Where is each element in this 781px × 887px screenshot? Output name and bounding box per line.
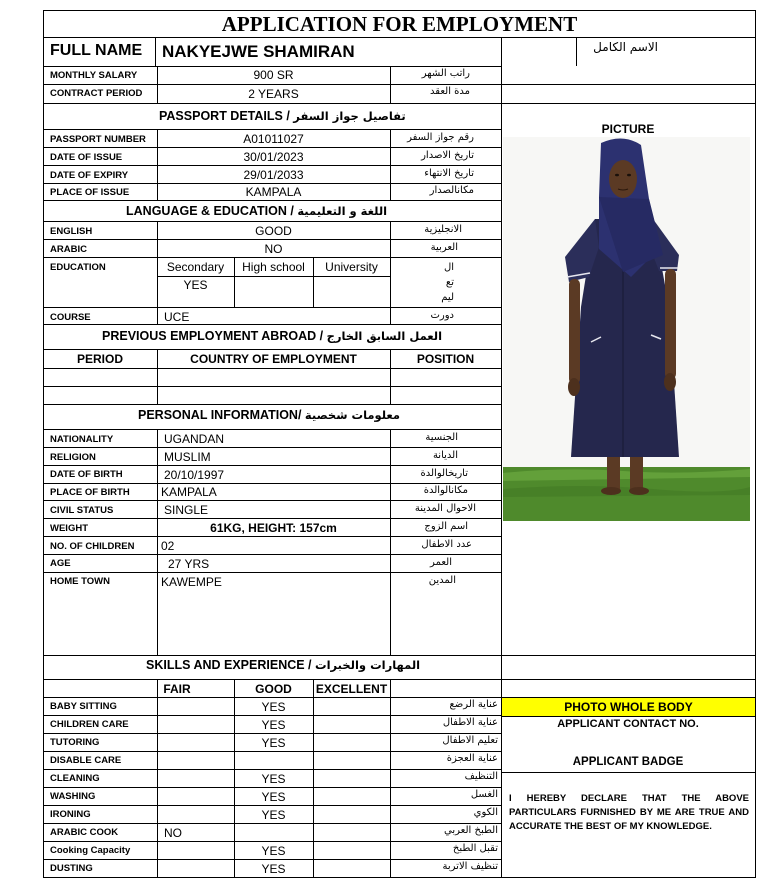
skill-arabic-cooking-capacity: تقبل الطبخ — [452, 843, 498, 854]
skill-arabic-tutoring: تعليم الاطفال — [442, 735, 498, 746]
skills-col-excellent: EXCELLENT — [315, 682, 388, 696]
applicant-photo — [503, 137, 750, 521]
skill-label-children-care: CHILDREN CARE — [50, 719, 129, 730]
contract-value: 2 YEARS — [248, 87, 299, 101]
skill-good-baby-sitting: YES — [261, 700, 286, 714]
arabic-label: ARABIC — [50, 244, 87, 255]
skill-label-cooking-capacity: Cooking Capacity — [50, 845, 131, 856]
previous-col-period: PERIOD — [76, 352, 123, 366]
previous-col-country: COUNTRY OF EMPLOYMENT — [190, 352, 357, 366]
passport-number-label: PASSPORT NUMBER — [50, 134, 146, 145]
education-col-secondary: Secondary — [166, 260, 225, 274]
skill-label-arabic-cook: ARABIC COOK — [50, 827, 119, 838]
passport-heading: PASSPORT DETAILS / تفاصيل جواز السفر — [159, 109, 406, 123]
skill-good-tutoring: YES — [261, 736, 286, 750]
salary-value: 900 SR — [253, 68, 294, 82]
contract-arabic: مدة العقد — [430, 86, 470, 97]
education-arabic-3: ليم — [441, 292, 454, 303]
skill-good-ironing: YES — [261, 808, 286, 822]
skill-fair-arabic-cook: NO — [164, 826, 182, 840]
age-label: AGE — [50, 558, 71, 569]
skill-good-cleaning: YES — [261, 772, 286, 786]
course-label: COURSE — [50, 312, 91, 323]
issue-place-value: KAMPALA — [245, 185, 302, 199]
birth-place-value: KAMPALA — [161, 485, 217, 499]
home-town-value: KAWEMPE — [161, 575, 222, 589]
skill-label-dusting: DUSTING — [50, 863, 93, 874]
children-label: NO. OF CHILDREN — [50, 541, 135, 552]
full-name-value: NAKYEJWE SHAMIRAN — [162, 42, 355, 61]
skill-label-cleaning: CLEANING — [50, 773, 100, 784]
skill-good-dusting: YES — [261, 862, 286, 876]
form-title: APPLICATION FOR EMPLOYMENT — [221, 12, 578, 36]
language-heading: LANGUAGE & EDUCATION / اللغة و التعليمية — [126, 204, 388, 218]
skills-col-good: GOOD — [255, 682, 292, 696]
education-secondary-value: YES — [183, 278, 208, 292]
previous-col-position: POSITION — [416, 352, 475, 366]
arabic-value: NO — [264, 242, 283, 256]
course-arabic: دورت — [430, 310, 454, 321]
applicant-contact-label: APPLICANT CONTACT NO. — [557, 718, 699, 730]
expiry-date-label: DATE OF EXPIRY — [50, 170, 129, 181]
skill-good-cooking-capacity: YES — [261, 844, 286, 858]
weight-label: WEIGHT — [50, 523, 88, 534]
home-town-arabic: المدين — [428, 575, 456, 586]
skill-arabic-children-care: عناية الاطفال — [442, 717, 498, 728]
full-name-label: FULL NAME — [50, 42, 143, 59]
skill-arabic-baby-sitting: عناية الرضع — [449, 699, 498, 710]
children-arabic: عدد الاطفال — [421, 539, 472, 550]
birth-place-label: PLACE OF BIRTH — [50, 487, 130, 498]
skills-heading: SKILLS AND EXPERIENCE / المهارات والخبرات — [146, 658, 421, 672]
salary-arabic: راتب الشهر — [421, 68, 470, 79]
contract-label: CONTRACT PERIOD — [50, 88, 143, 99]
religion-label: RELIGION — [50, 452, 96, 463]
skill-arabic-dusting: تنظيف الاتربة — [442, 861, 498, 872]
age-arabic: العمر — [430, 557, 452, 568]
age-value: 27 YRS — [168, 557, 210, 571]
birth-date-label: DATE OF BIRTH — [50, 469, 123, 480]
home-town-label: HOME TOWN — [50, 576, 110, 587]
english-value: GOOD — [255, 224, 292, 238]
passport-number-value: A01011027 — [243, 132, 304, 146]
education-label: EDUCATION — [50, 262, 106, 273]
expiry-date-value: 29/01/2033 — [243, 168, 304, 182]
arabic-arabic: العربية — [430, 242, 458, 253]
issue-place-label: PLACE OF ISSUE — [50, 187, 130, 198]
education-arabic-2: تع — [445, 277, 454, 288]
applicant-badge-label: APPLICANT BADGE — [572, 756, 684, 768]
salary-label: MONTHLY SALARY — [50, 70, 138, 81]
skill-arabic-arabic-cook: الطبخ العربي — [444, 825, 498, 836]
full-name-arabic: الاسم الكامل — [593, 40, 658, 54]
religion-arabic: الديانة — [432, 450, 458, 461]
nationality-arabic: الجنسية — [425, 432, 458, 443]
issue-date-label: DATE OF ISSUE — [50, 152, 123, 163]
nationality-value: UGANDAN — [164, 432, 225, 446]
personal-heading: PERSONAL INFORMATION/ معلومات شخصية — [138, 408, 401, 422]
education-col-university: University — [325, 260, 378, 274]
english-arabic: الانجليزية — [424, 224, 462, 235]
religion-value: MUSLIM — [164, 450, 211, 464]
photo-whole-body-banner: PHOTO WHOLE BODY — [502, 698, 755, 716]
skills-col-fair: FAIR — [163, 682, 191, 696]
issue-place-arabic: مكانالصدار — [429, 185, 474, 196]
nationality-label: NATIONALITY — [50, 434, 114, 445]
education-col-highschool: High school — [242, 260, 305, 274]
skill-good-washing: YES — [261, 790, 286, 804]
civil-status-arabic: الاحوال المدينة — [414, 503, 476, 514]
picture-label: PICTURE — [601, 122, 655, 136]
previous-heading: PREVIOUS EMPLOYMENT ABROAD / العمل السابق الخارج — [102, 329, 443, 343]
civil-status-value: SINGLE — [164, 503, 209, 517]
skill-arabic-ironing: الكوي — [473, 807, 498, 818]
skill-label-washing: WASHING — [50, 791, 96, 802]
passport-number-arabic: رقم جواز السفر — [407, 132, 474, 143]
issue-date-arabic: تاريخ الاصدار — [421, 150, 474, 161]
birth-date-value: 20/10/1997 — [164, 468, 225, 482]
children-value: 02 — [161, 539, 175, 553]
issue-date-value: 30/01/2023 — [243, 150, 304, 164]
declaration-text: I HEREBY DECLARE THAT THE ABOVE PARTICULARS FURNISHED BY ME ARE TRUE AND ACCURATE THE BEST OF MY KNOWLEDGE. — [509, 793, 749, 832]
skill-arabic-washing: الغسل — [470, 789, 498, 800]
weight-arabic: اسم الزوج — [424, 521, 468, 532]
skill-label-baby-sitting: BABY SITTING — [50, 701, 117, 712]
birth-place-arabic: مكانالوالدة — [423, 485, 468, 496]
skill-label-disable-care: DISABLE CARE — [50, 755, 122, 766]
skill-label-ironing: IRONING — [50, 809, 91, 820]
skill-arabic-cleaning: التنظيف — [464, 771, 498, 782]
skill-arabic-disable-care: عناية العجزة — [446, 753, 498, 764]
expiry-date-arabic: تاريخ الانتهاء — [424, 168, 474, 179]
birth-date-arabic: تاريخالوالدة — [420, 468, 468, 479]
education-arabic-1: ال — [443, 262, 454, 273]
civil-status-label: CIVIL STATUS — [50, 505, 114, 516]
weight-value: 61KG, HEIGHT: 157cm — [210, 521, 337, 535]
skill-label-tutoring: TUTORING — [50, 737, 100, 748]
course-value: UCE — [164, 310, 190, 324]
english-label: ENGLISH — [50, 226, 93, 237]
skill-good-children-care: YES — [261, 718, 286, 732]
